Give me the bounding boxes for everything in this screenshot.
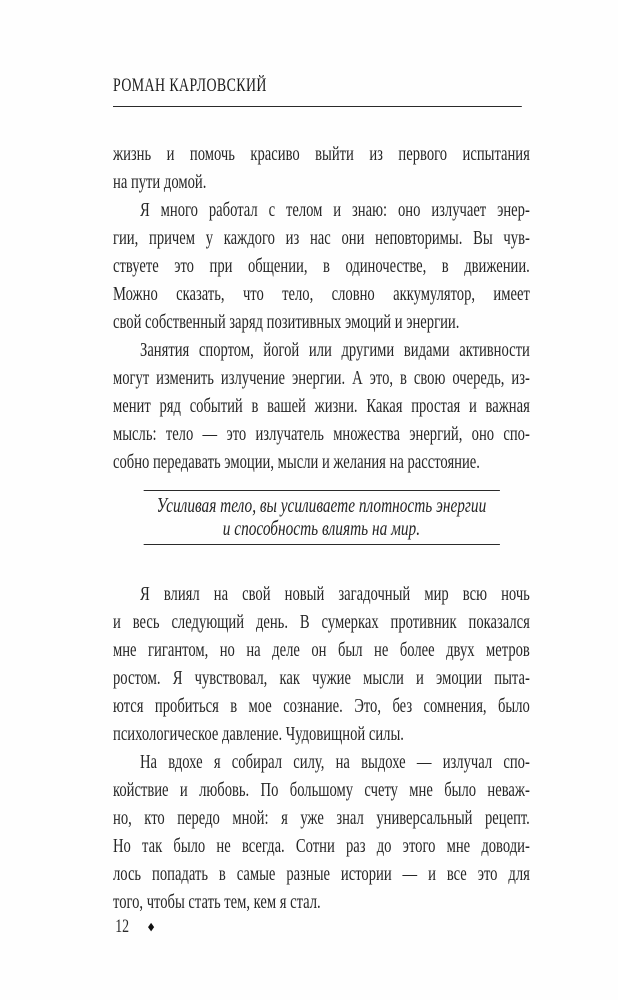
text-line: на пути домой. <box>113 171 207 193</box>
text-line: жизнь и помочь красиво выйти из первого испытания <box>113 143 530 165</box>
text-line: Занятия спортом, йогой или другими видами активности <box>140 339 530 361</box>
paragraph <box>113 196 530 336</box>
text-line: ются пробиться в мое сознание. Это, без сомнения, было <box>113 695 530 717</box>
text-line: но, кто передо мной: я уже знал универсальный рецепт. <box>113 807 530 829</box>
text-line: свой собственный заряд позитивных эмоций и энергии. <box>113 311 460 333</box>
quote-line: Усиливая тело, вы усиливаете плотность энергии <box>156 493 487 517</box>
text-line: ростом. Я чувствовал, как чужие мысли и эмоции пыта- <box>113 667 530 689</box>
diamond-icon: ◆ <box>148 921 155 933</box>
paragraph <box>113 748 530 916</box>
running-header-author: РОМАН КАРЛОВСКИЙ <box>113 75 267 96</box>
text-line: мысль: тело — это излучатель множества энергий, оно спо- <box>113 423 530 445</box>
text-line: Можно сказать, что тело, словно аккумулятор, имеет <box>113 283 530 305</box>
text-line: собно передавать эмоции, мысли и желания на расстояние. <box>113 451 480 473</box>
header-rule <box>113 106 522 107</box>
text-line: На вдохе я собирал силу, на выдохе — излучал спо- <box>140 751 530 773</box>
text-line: Я влиял на свой новый загадочный мир всю ночь <box>140 583 530 605</box>
text-line: психологическое давление. Чудовищной силы. <box>113 723 404 745</box>
text-line: ствуете это при общении, в одиночестве, в движении. <box>113 255 530 277</box>
epigraph-quote <box>143 490 499 545</box>
quote-line: и способность влиять на мир. <box>222 516 421 540</box>
page-number: 12 <box>115 916 130 937</box>
text-line: могут изменить излучение энергии. А это, в свою очередь, из- <box>113 367 530 389</box>
text-line: того, чтобы стать тем, кем я стал. <box>113 891 321 913</box>
page-footer <box>113 918 530 936</box>
body-text <box>113 140 530 916</box>
text-line: лось попадать в самые разные истории — и все это для <box>113 863 530 885</box>
page-content <box>113 75 530 937</box>
text-line: мне гигантом, но на деле он был не более двух метров <box>113 639 530 661</box>
text-line: койствие и любовь. По большому счету мне было неваж- <box>113 779 530 801</box>
text-line: Но так было не всегда. Сотни раз до этого мне доводи- <box>113 835 530 857</box>
text-line: менит ряд событий в вашей жизни. Какая простая и важная <box>113 395 530 417</box>
text-line: Я много работал с телом и знаю: оно излучает энер- <box>140 199 530 221</box>
text-line: и весь следующий день. В сумерках противник показался <box>113 611 530 633</box>
text-line: гии, причем у каждого из нас они неповторимы. Вы чув- <box>113 227 530 249</box>
paragraph <box>113 140 530 196</box>
paragraph <box>113 336 530 476</box>
page-header <box>113 75 530 107</box>
paragraph <box>113 580 530 748</box>
